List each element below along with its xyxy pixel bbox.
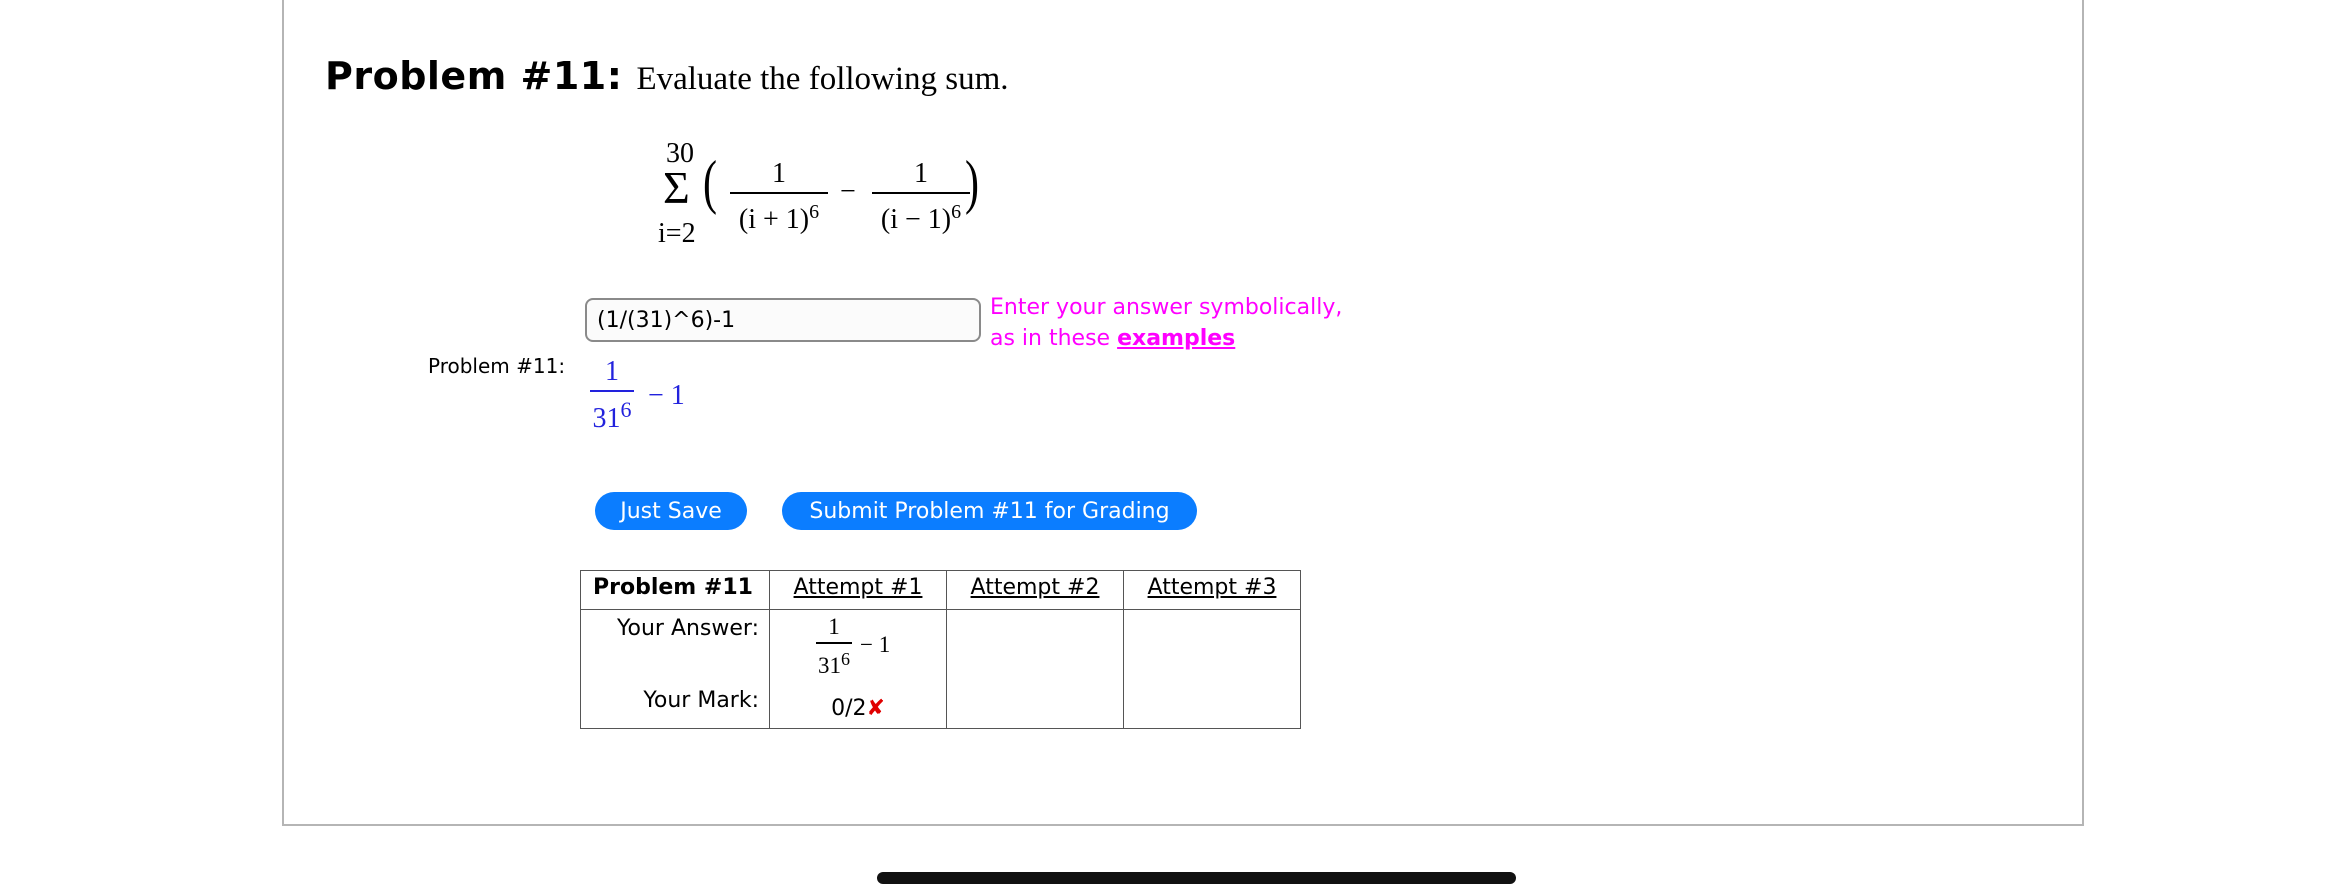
attempt-1-denominator xyxy=(816,646,852,679)
attempt-1-mark-value: 0/2 xyxy=(831,696,867,721)
attempt-1-numerator: 1 xyxy=(828,614,840,639)
problem-heading xyxy=(325,54,1009,98)
attempt-2-cell xyxy=(947,610,1124,729)
answer-hint xyxy=(990,292,1342,354)
row-labels xyxy=(581,610,770,729)
sum-upper-limit: 30 xyxy=(666,138,694,169)
hint-line-2-text: as in these xyxy=(990,326,1118,351)
right-paren: ) xyxy=(964,149,979,215)
minus-operator: − xyxy=(840,176,856,207)
attempt-2-header[interactable]: Attempt #2 xyxy=(947,571,1124,610)
preview-den-exp: 6 xyxy=(620,397,632,422)
preview-fraction xyxy=(590,356,634,435)
your-mark-label: Your Mark: xyxy=(643,688,759,713)
attempt-1-header[interactable]: Attempt #1 xyxy=(770,571,947,610)
fraction-bar xyxy=(590,390,634,392)
examples-link[interactable]: examples xyxy=(1117,326,1236,351)
term2-numerator: 1 xyxy=(914,158,928,189)
table-row xyxy=(581,610,1301,729)
attempt-1-answer xyxy=(808,614,908,686)
preview-numerator: 1 xyxy=(605,356,619,387)
term1-numerator: 1 xyxy=(772,158,786,189)
hint-line-1: Enter your answer symbolically, xyxy=(990,295,1343,320)
sum-lower-limit: i=2 xyxy=(658,218,696,249)
term1-den-exp: 6 xyxy=(809,201,820,223)
attempt-1-mark xyxy=(780,694,936,724)
fraction-term-1 xyxy=(730,158,828,236)
table-header-row xyxy=(581,571,1301,610)
your-answer-label: Your Answer: xyxy=(616,616,759,641)
attempt-3-cell xyxy=(1124,610,1301,729)
attempts-table xyxy=(580,570,1301,729)
attempt-1-den-exp: 6 xyxy=(841,649,850,669)
just-save-button[interactable]: Just Save xyxy=(595,492,747,530)
preview-label: Problem #11: xyxy=(428,354,566,378)
fraction-bar xyxy=(730,192,828,194)
sum-formula xyxy=(650,138,1010,258)
preview-denominator xyxy=(590,394,634,435)
hint-line-2 xyxy=(990,323,1342,354)
left-paren: ( xyxy=(702,149,717,215)
term1-den-base: (i + 1) xyxy=(738,204,810,235)
submit-for-grading-button[interactable]: Submit Problem #11 for Grading xyxy=(782,492,1197,530)
answer-input[interactable] xyxy=(585,298,981,342)
wrong-x-icon: ✘ xyxy=(866,696,885,721)
table-corner-label: Problem #11 xyxy=(581,571,770,610)
fraction-bar xyxy=(816,642,852,644)
attempt-1-den-base: 31 xyxy=(818,653,841,678)
problem-label: Problem #11: xyxy=(325,54,623,98)
preview-rest: − 1 xyxy=(648,380,685,411)
sigma-symbol: Σ xyxy=(663,162,690,213)
attempt-1-fraction xyxy=(816,614,852,679)
attempt-3-header[interactable]: Attempt #3 xyxy=(1124,571,1301,610)
fraction-term-2 xyxy=(872,158,970,236)
term2-den-base: (i − 1) xyxy=(880,204,952,235)
answer-preview xyxy=(590,356,710,434)
preview-den-base: 31 xyxy=(592,403,621,434)
term1-denominator xyxy=(730,196,828,236)
attempt-1-rest: − 1 xyxy=(860,632,891,657)
fraction-bar xyxy=(872,192,970,194)
term2-denominator xyxy=(872,196,970,236)
attempt-1-cell xyxy=(770,610,947,729)
problem-prompt: Evaluate the following sum. xyxy=(636,61,1009,97)
term2-den-exp: 6 xyxy=(951,201,962,223)
home-indicator-bar[interactable] xyxy=(877,872,1516,884)
